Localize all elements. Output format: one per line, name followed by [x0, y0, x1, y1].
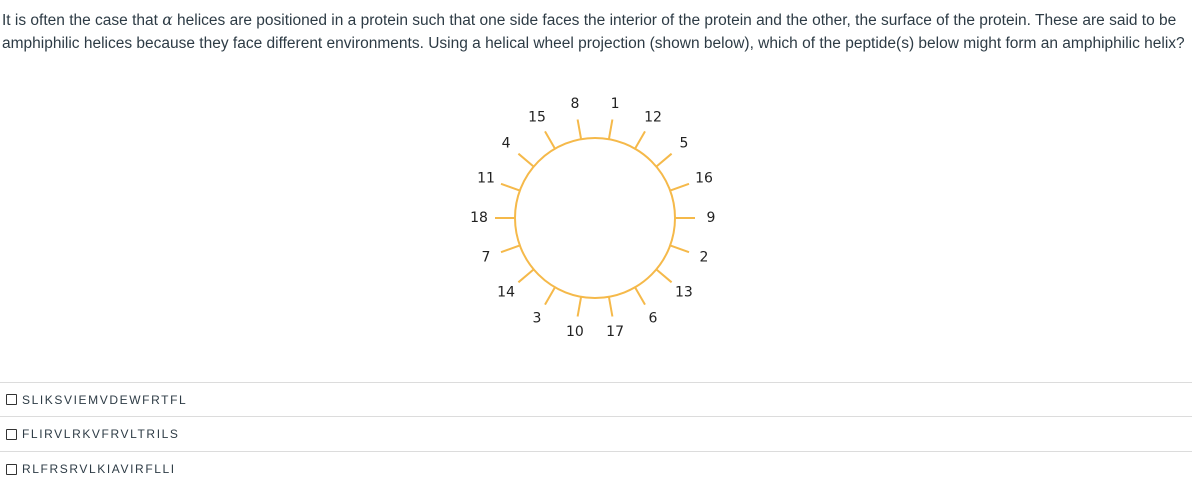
checkbox-icon[interactable] [6, 394, 17, 405]
wheel-tick [635, 287, 645, 304]
wheel-tick [518, 269, 533, 282]
wheel-position-label: 2 [699, 249, 709, 266]
answer-option-label: RLFRSRVLKIAVIRFLLI [22, 462, 176, 476]
wheel-tick [670, 245, 689, 252]
wheel-tick [609, 120, 613, 140]
answer-options [0, 382, 1192, 486]
wheel-position-label: 8 [570, 95, 580, 112]
wheel-tick [635, 131, 645, 148]
wheel-tick [670, 184, 689, 191]
wheel-tick [656, 269, 671, 282]
wheel-tick [609, 297, 613, 317]
question-text-part1: It is often the case that [2, 12, 163, 29]
wheel-position-label: 11 [477, 170, 495, 187]
helical-wheel-ticks [495, 120, 695, 317]
wheel-position-label: 15 [528, 109, 546, 126]
wheel-tick [578, 120, 582, 140]
wheel-position-label: 6 [648, 310, 658, 327]
wheel-tick [501, 184, 520, 191]
wheel-position-label: 9 [706, 210, 716, 226]
wheel-position-label: 7 [481, 249, 491, 266]
wheel-position-label: 4 [501, 135, 511, 152]
wheel-position-label: 16 [695, 170, 713, 187]
wheel-tick [545, 131, 555, 148]
wheel-tick [656, 154, 671, 167]
checkbox-icon[interactable] [6, 464, 17, 475]
wheel-tick [545, 287, 555, 304]
answer-option-2[interactable] [0, 416, 1192, 451]
wheel-position-label: 5 [679, 135, 689, 152]
wheel-position-label: 3 [532, 310, 542, 327]
wheel-tick [501, 245, 520, 252]
answer-option-1[interactable] [0, 382, 1192, 416]
alpha-symbol: α [162, 11, 173, 29]
answer-option-3[interactable] [0, 451, 1192, 486]
question-text-part2: helices are positioned in a protein such that one side faces the interior of the protein and the other, the surface of the protein. These are said to be amphiphilic helices because they face different environments. Using a helical wheel projection (shown below), which of the peptide(s) below might form an amphiphilic helix? [2, 12, 1185, 52]
checkbox-icon[interactable] [6, 429, 17, 440]
wheel-position-label: 10 [565, 324, 584, 341]
wheel-tick [578, 297, 582, 317]
wheel-position-label: 13 [674, 284, 693, 301]
wheel-position-label: 1 [610, 95, 620, 112]
wheel-position-label: 18 [470, 210, 488, 226]
wheel-position-label: 14 [497, 284, 516, 301]
answer-option-label: FLIRVLRKVFRVLTRILS [22, 427, 180, 441]
wheel-position-label: 17 [606, 324, 625, 341]
wheel-tick [518, 154, 533, 167]
wheel-position-label: 12 [644, 109, 662, 126]
helical-wheel-circle [515, 138, 675, 298]
answer-option-label: SLIKSVIEMVDEWFRTFL [22, 392, 188, 407]
